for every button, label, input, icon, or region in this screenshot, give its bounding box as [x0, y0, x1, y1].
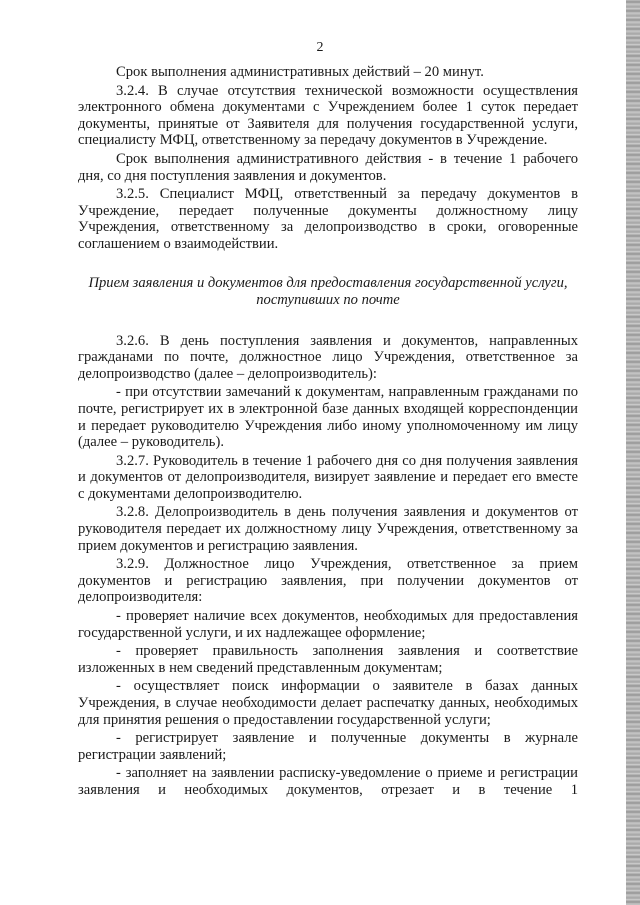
- paragraph: 3.2.8. Делопроизводитель в день получения заявления и документов от руководителя передает их должностному лицу Учреждения, ответственному за прием документов и регистрацию заявления.: [78, 504, 578, 554]
- paragraph: - регистрирует заявление и полученные документы в журнале регистрации заявлений;: [78, 730, 578, 763]
- paragraph: Срок выполнения административных действий – 20 минут.: [116, 64, 484, 80]
- paragraph: 3.2.7. Руководитель в течение 1 рабочего дня со дня получения заявления и документов от делопроизводителя, визирует заявление и передает его вместе с документами делопроизводителю.: [78, 452, 578, 502]
- paragraph: - проверяет правильность заполнения заявления и соответствие изложенных в нем сведений представленным документам;: [78, 643, 578, 676]
- paragraph: - заполняет на заявлении расписку-уведомление о приеме и регистрации заявления и необходимых документов, отрезает и в течение 1: [78, 765, 578, 798]
- paragraph: Срок выполнения административного действия - в течение 1 рабочего дня, со дня поступления заявления и документов.: [78, 150, 578, 184]
- document-body: [78, 64, 578, 799]
- paragraph: - при отсутствии замечаний к документам, направленным гражданами по почте, регистрирует их в электронной базе данных входящей корреспонденции и передает руководителю Учреждения либо иному уполномоченному им лицу (далее – руководитель).: [78, 384, 578, 451]
- scanned-page-edge: [626, 0, 640, 905]
- paragraph: - осуществляет поиск информации о заявителе в базах данных Учреждения, в случае необходимости делает распечатку данных, необходимых для принятия решения о предоставлении государственной услуги;: [78, 678, 578, 728]
- paragraph: 3.2.4. В случае отсутствия технической возможности осуществления электронного обмена документами с Учреждением более 1 суток передает документы, принятые от Заявителя для получения государственной услуги, специалисту МФЦ, ответственному за передачу документов в Учреждение.: [78, 82, 578, 149]
- paragraph: - проверяет наличие всех документов, необходимых для предоставления государственной услуги, и их надлежащее оформление;: [78, 608, 578, 641]
- section-title: Прием заявления и документов для предоставления государственной услуги, поступивших по почте: [88, 274, 568, 308]
- page-number: 2: [316, 40, 324, 55]
- paragraph: 3.2.5. Специалист МФЦ, ответственный за передачу документов в Учреждение, передает полученные документы должностному лицу Учреждения, ответственному за делопроизводство в сроки, оговоренные соглашением о взаимодействии.: [78, 186, 578, 252]
- paragraph: 3.2.6. В день поступления заявления и документов, направленных гражданами по почте, должностное лицо Учреждения, ответственное за делопроизводство (далее – делопроизводитель):: [78, 332, 578, 382]
- paragraph: 3.2.9. Должностное лицо Учреждения, ответственное за прием документов и регистрацию заявления, при получении документов от делопроизводителя:: [78, 556, 578, 606]
